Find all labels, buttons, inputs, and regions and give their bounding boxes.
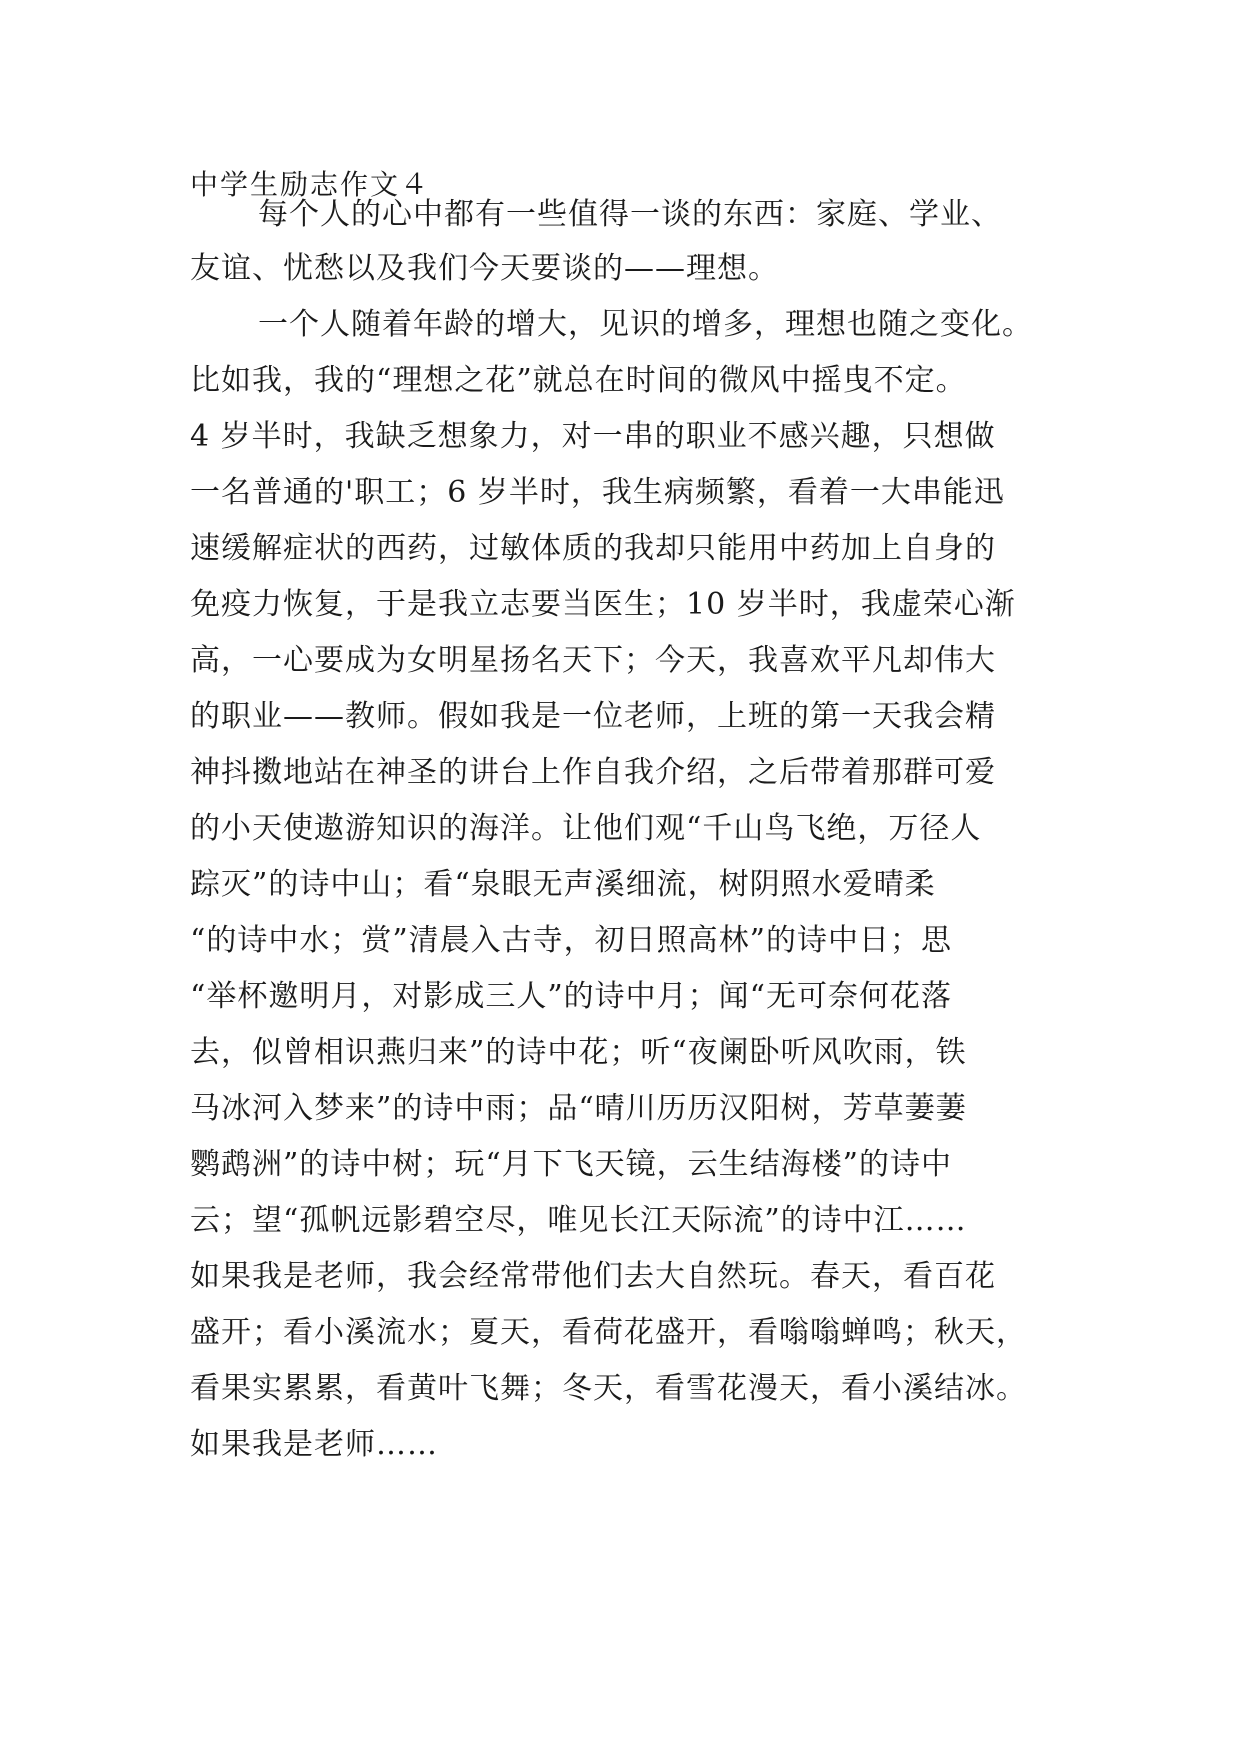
text-line: “举杯邀明月，对影成三人”的诗中月；闻“无可奈何花落 (190, 979, 953, 1014)
text-line: 速缓解症状的西药，过敏体质的我却只能用中药加上自身的 (190, 531, 996, 566)
text-line: 如果我是老师…… (190, 1427, 438, 1462)
text-line: 看果实累累，看黄叶飞舞；冬天，看雪花漫天，看小溪结冰。 (190, 1371, 1027, 1406)
text-line: 每个人的心中都有一些值得一谈的东西：家庭、学业、 (258, 197, 1002, 232)
text-line: 去，似曾相识燕归来”的诗中花；听“夜阑卧听风吹雨，铁 (190, 1035, 967, 1070)
text-line: “的诗中水；赏”清晨入古寺，初日照高林”的诗中日；思 (190, 923, 953, 958)
text-line: 一个人随着年龄的增大，见识的增多，理想也随之变化。 (258, 307, 1033, 342)
text-line: 的小天使遨游知识的海洋。让他们观“千山鸟飞绝，万径人 (190, 811, 982, 846)
text-line: 免疫力恢复，于是我立志要当医生；10 岁半时，我虚荣心渐 (190, 587, 1016, 622)
text-line: 一名普通的'职工；6 岁半时，我生病频繁，看着一大串能迅 (190, 475, 1005, 510)
text-line: 马冰河入梦来”的诗中雨；品“晴川历历汉阳树，芳草萋萋 (190, 1091, 967, 1126)
text-line: 友谊、忧愁以及我们今天要谈的——理想。 (190, 251, 779, 286)
text-line: 盛开；看小溪流水；夏天，看荷花盛开，看嗡嗡蝉鸣；秋天， (190, 1315, 1027, 1350)
text-line: 神抖擞地站在神圣的讲台上作自我介绍，之后带着那群可爱 (190, 755, 996, 790)
document-title: 中学生励志作文４ (190, 168, 431, 201)
text-line: 如果我是老师，我会经常带他们去大自然玩。春天，看百花 (190, 1259, 996, 1294)
text-line: 云；望“孤帆远影碧空尽，唯见长江天际流”的诗中江…… (190, 1203, 967, 1238)
text-line: 高，一心要成为女明星扬名天下；今天，我喜欢平凡却伟大 (190, 643, 996, 678)
text-line: 鹦鹉洲”的诗中树；玩“月下飞天镜，云生结海楼”的诗中 (190, 1147, 953, 1182)
text-line: 4 岁半时，我缺乏想象力，对一串的职业不感兴趣，只想做 (190, 419, 996, 454)
text-line: 比如我，我的“理想之花”就总在时间的微风中摇曳不定。 (190, 363, 967, 398)
text-line: 的职业——教师。假如我是一位老师，上班的第一天我会精 (190, 699, 996, 734)
text-line: 踪灭”的诗中山；看“泉眼无声溪细流，树阴照水爱晴柔 (190, 867, 936, 902)
